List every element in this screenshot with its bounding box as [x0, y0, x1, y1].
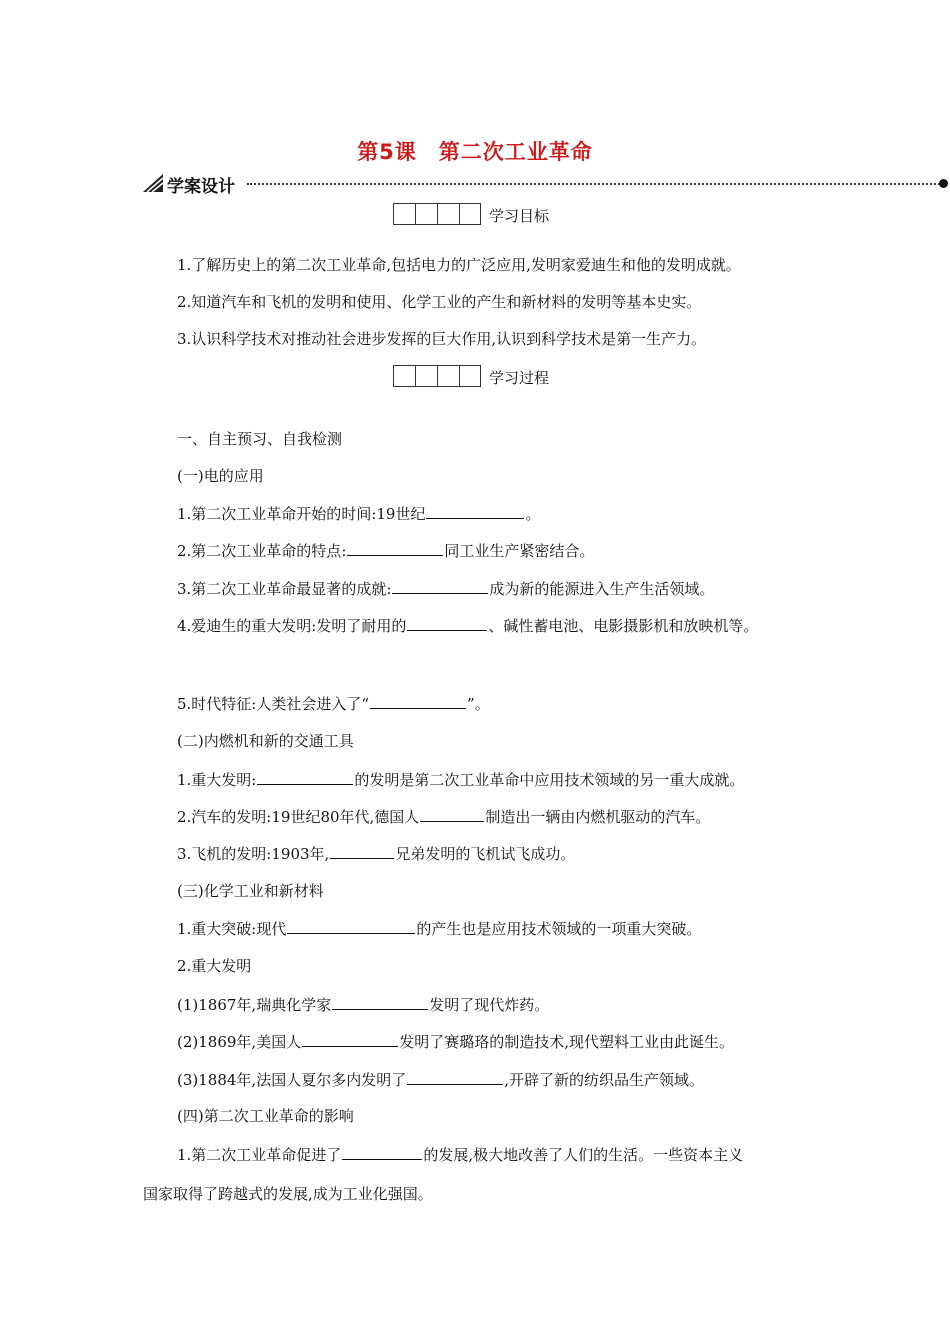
question-line: 2.汽车的发明:19世纪80年代,德国人 制造出一辆由内燃机驱动的汽车。 — [177, 808, 711, 826]
question-line: 2.第二次工业革命的特点: 同工业生产紧密结合。 — [177, 542, 595, 560]
subsection-heading: (二)内燃机和新的交通工具 — [177, 732, 354, 750]
answer-blank[interactable] — [257, 769, 353, 785]
subsection-heading: (一)电的应用 — [177, 467, 264, 485]
section-label: 学习过程 — [489, 369, 550, 387]
section-label: 学习目标 — [489, 207, 550, 225]
objective-item: 2.知道汽车和飞机的发明和使用、化学工业的产生和新材料的发明等基本史实。 — [177, 293, 702, 311]
answer-blank[interactable] — [392, 578, 488, 594]
banner-dot — [939, 179, 948, 188]
pen-icon — [143, 174, 163, 192]
question-line: 1.重大突破:现代 的产生也是应用技术领域的一项重大突破。 — [177, 920, 702, 938]
answer-blank[interactable] — [330, 843, 394, 859]
question-line: 2.重大发明 — [177, 957, 252, 975]
question-line: 3.第二次工业革命最显著的成就: 成为新的能源进入生产生活领域。 — [177, 580, 715, 598]
answer-blank[interactable] — [342, 1144, 422, 1160]
question-line: 1.第二次工业革命促进了 的发展,极大地改善了人们的生活。一些资本主义 — [177, 1146, 744, 1164]
question-line: 4.爱迪生的重大发明:发明了耐用的 、碱性蓄电池、电影摄影机和放映机等。 — [177, 617, 759, 635]
answer-blank[interactable] — [370, 693, 466, 709]
subsection-heading: (四)第二次工业革命的影响 — [177, 1107, 354, 1125]
objective-item: 3.认识科学技术对推动社会进步发挥的巨大作用,认识到科学技术是第一生产力。 — [177, 330, 707, 348]
answer-blank[interactable] — [407, 615, 487, 631]
page-title: 第5课 第二次工业革命 — [357, 140, 593, 164]
question-line: (3)1884年,法国人夏尔多内发明了 ,开辟了新的纺织品生产领域。 — [177, 1071, 704, 1089]
answer-blank[interactable] — [287, 918, 415, 934]
banner-label: 学案设计 — [167, 177, 235, 197]
answer-blank[interactable] — [347, 540, 443, 556]
answer-blank[interactable] — [420, 806, 484, 822]
question-line-continued: 国家取得了跨越式的发展,成为工业化强国。 — [143, 1185, 433, 1203]
question-line: 5.时代特征:人类社会进入了“ ”。 — [177, 695, 490, 713]
answer-blank[interactable] — [426, 503, 524, 519]
objective-item: 1.了解历史上的第二次工业革命,包括电力的广泛应用,发明家爱迪生和他的发明成就。 — [177, 256, 741, 274]
part-heading: 一、自主预习、自我检测 — [177, 430, 343, 448]
answer-blank[interactable] — [332, 994, 428, 1010]
subsection-heading: (三)化学工业和新材料 — [177, 882, 324, 900]
heading-boxes — [393, 365, 481, 387]
answer-blank[interactable] — [407, 1069, 503, 1085]
question-line: 3.飞机的发明:1903年, 兄弟发明的飞机试飞成功。 — [177, 845, 576, 863]
answer-blank[interactable] — [302, 1031, 398, 1047]
question-line: (1)1867年,瑞典化学家 发明了现代炸药。 — [177, 996, 550, 1014]
question-line: 1.重大发明: 的发明是第二次工业革命中应用技术领域的另一重大成就。 — [177, 771, 745, 789]
heading-boxes — [393, 203, 481, 225]
section-banner — [143, 170, 948, 198]
banner-divider — [247, 183, 940, 185]
question-line: 1.第二次工业革命开始的时间:19世纪 。 — [177, 505, 541, 523]
question-line: (2)1869年,美国人 发明了赛璐珞的制造技术,现代塑料工业由此诞生。 — [177, 1033, 734, 1051]
